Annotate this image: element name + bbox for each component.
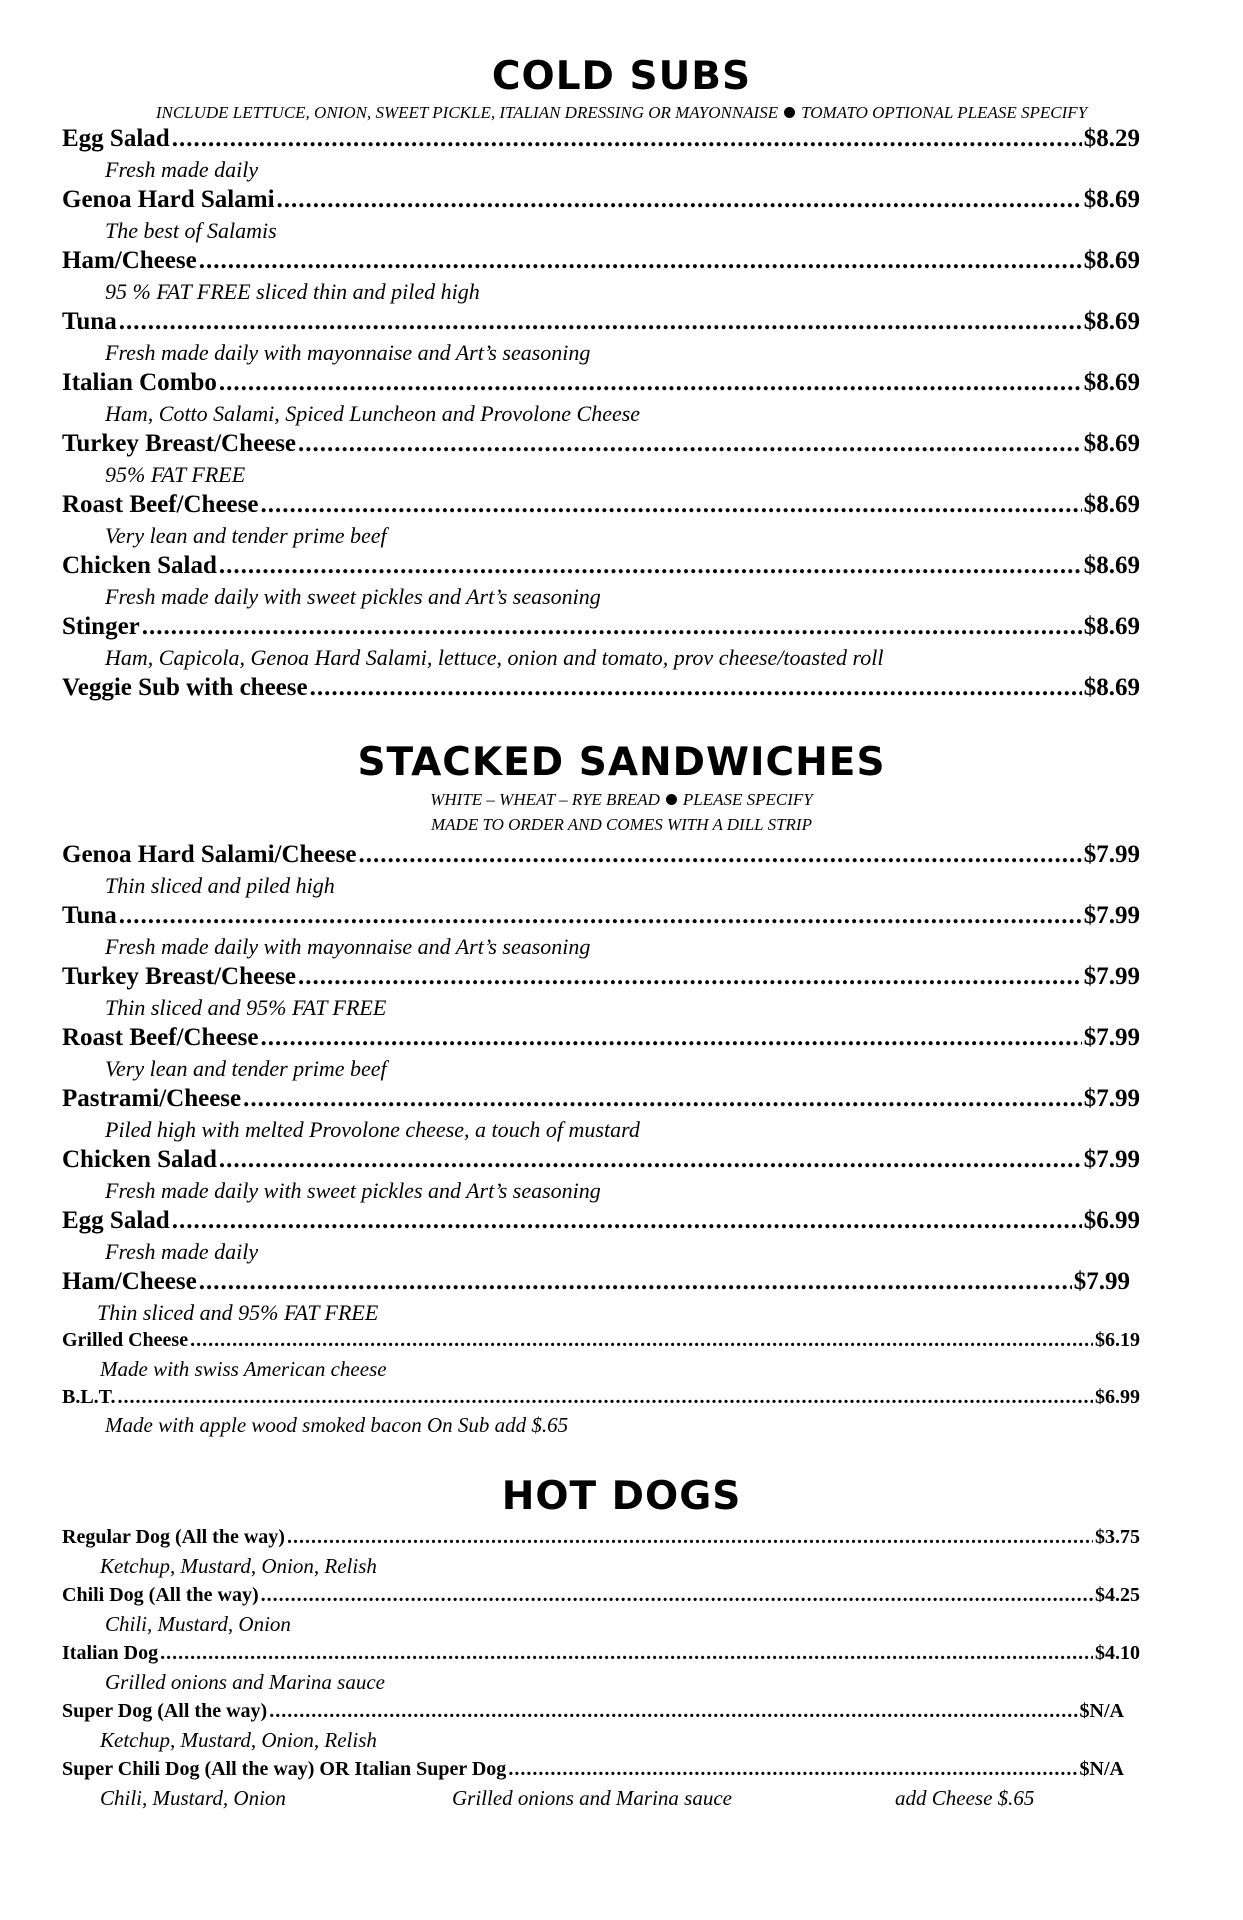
item-description: Made with apple wood smoked bacon On Sub add $.65 bbox=[105, 1413, 569, 1437]
item-description: Fresh made daily with sweet pickles and Art’s seasoning bbox=[105, 584, 601, 609]
item-description: Very lean and tender prime beef bbox=[105, 523, 387, 548]
menu-item: Chicken Salad ..... $7.99 bbox=[62, 1147, 1140, 1172]
stacked-note-c: MADE TO ORDER AND COMES WITH A DILL STRIP bbox=[431, 815, 812, 834]
menu-item: Pastrami/Cheese ..... $7.99 bbox=[62, 1086, 1140, 1111]
menu-item: Chicken Salad ..... $8.69 bbox=[62, 553, 1140, 578]
menu-item: Chili Dog (All the way) ..... $4.25 bbox=[62, 1585, 1140, 1605]
item-description: Fresh made daily with mayonnaise and Art’s seasoning bbox=[105, 934, 591, 959]
menu-item: Italian Combo ..... $8.69 bbox=[62, 370, 1140, 395]
cold-subs-note-a: INCLUDE LETTUCE, ONION, SWEET PICKLE, ITALIAN DRESSING OR MAYONNAISE bbox=[155, 103, 779, 122]
item-description: Piled high with melted Provolone cheese, a touch of mustard bbox=[105, 1117, 640, 1142]
menu-item: B.L.T. ..... $6.99 bbox=[62, 1387, 1140, 1407]
menu-item: Tuna ..... $8.69 bbox=[62, 309, 1140, 334]
cold-subs-title: COLD SUBS bbox=[491, 54, 752, 99]
item-description: Ketchup, Mustard, Onion, Relish bbox=[100, 1728, 377, 1752]
bullet-icon bbox=[666, 794, 677, 805]
item-description: Ham, Cotto Salami, Spiced Luncheon and Provolone Cheese bbox=[105, 401, 641, 426]
menu-item: Grilled Cheese ..... $6.19 bbox=[62, 1330, 1140, 1350]
item-description: Thin sliced and 95% FAT FREE bbox=[97, 1300, 379, 1325]
menu-item: Genoa Hard Salami ..... $8.69 bbox=[62, 187, 1140, 212]
menu-item: Turkey Breast/Cheese ..... $7.99 bbox=[62, 964, 1140, 989]
menu-item: Tuna ..... $7.99 bbox=[62, 903, 1140, 928]
stacked-sandwiches-title: STACKED SANDWICHES bbox=[357, 740, 886, 785]
menu-item: Super Chili Dog (All the way) OR Italian Super Dog ..... $N/A bbox=[62, 1759, 1124, 1779]
stacked-note-a: WHITE – WHEAT – RYE BREAD bbox=[430, 790, 660, 809]
item-description: Grilled onions and Marina sauce bbox=[452, 1786, 732, 1810]
item-description: 95% FAT FREE bbox=[105, 462, 246, 487]
item-description: Fresh made daily with sweet pickles and Art’s seasoning bbox=[105, 1178, 601, 1203]
item-description: Very lean and tender prime beef bbox=[105, 1056, 387, 1081]
stacked-note-b: PLEASE SPECIFY bbox=[682, 790, 813, 809]
menu-item: Ham/Cheese ..... $8.69 bbox=[62, 248, 1140, 273]
item-description: Fresh made daily bbox=[105, 157, 259, 182]
add-cheese-note: add Cheese $.65 bbox=[895, 1786, 1035, 1810]
hot-dogs-title: HOT DOGS bbox=[501, 1474, 742, 1519]
item-description: Chili, Mustard, Onion bbox=[100, 1786, 286, 1810]
menu-item: Stinger ..... $8.69 bbox=[62, 614, 1140, 639]
item-description: Ham, Capicola, Genoa Hard Salami, lettuce, onion and tomato, prov cheese/toasted roll bbox=[105, 645, 884, 670]
item-description: Ketchup, Mustard, Onion, Relish bbox=[100, 1554, 377, 1578]
item-description: Thin sliced and piled high bbox=[105, 873, 335, 898]
menu-item: Egg Salad ..... $6.99 bbox=[62, 1208, 1140, 1233]
item-description: Chili, Mustard, Onion bbox=[105, 1612, 291, 1636]
stacked-note bbox=[0, 791, 1243, 808]
item-description: Thin sliced and 95% FAT FREE bbox=[105, 995, 387, 1020]
menu-item: Roast Beef/Cheese ..... $8.69 bbox=[62, 492, 1140, 517]
menu-item: Regular Dog (All the way) ..... $3.75 bbox=[62, 1527, 1140, 1547]
menu-item: Roast Beef/Cheese ..... $7.99 bbox=[62, 1025, 1140, 1050]
menu-item: Veggie Sub with cheese ..... $8.69 bbox=[62, 675, 1140, 700]
cold-subs-note-b: TOMATO OPTIONAL PLEASE SPECIFY bbox=[801, 103, 1088, 122]
menu-item: Genoa Hard Salami/Cheese ..... $7.99 bbox=[62, 842, 1140, 867]
menu-item: Ham/Cheese ..... $7.99 bbox=[62, 1269, 1130, 1294]
menu-item: Italian Dog ..... $4.10 bbox=[62, 1643, 1140, 1663]
item-description: Fresh made daily bbox=[105, 1239, 259, 1264]
menu-item: Egg Salad ..... $8.29 bbox=[62, 126, 1140, 151]
cold-subs-note bbox=[0, 104, 1243, 121]
item-description: Made with swiss American cheese bbox=[100, 1357, 387, 1381]
item-description: Fresh made daily with mayonnaise and Art’s seasoning bbox=[105, 340, 591, 365]
menu-item: Super Dog (All the way) ..... $N/A bbox=[62, 1701, 1124, 1721]
item-description: The best of Salamis bbox=[105, 218, 277, 243]
item-description: 95 % FAT FREE sliced thin and piled high bbox=[105, 279, 480, 304]
bullet-icon bbox=[784, 107, 795, 118]
menu-item: Turkey Breast/Cheese ..... $8.69 bbox=[62, 431, 1140, 456]
item-description: Grilled onions and Marina sauce bbox=[105, 1670, 385, 1694]
